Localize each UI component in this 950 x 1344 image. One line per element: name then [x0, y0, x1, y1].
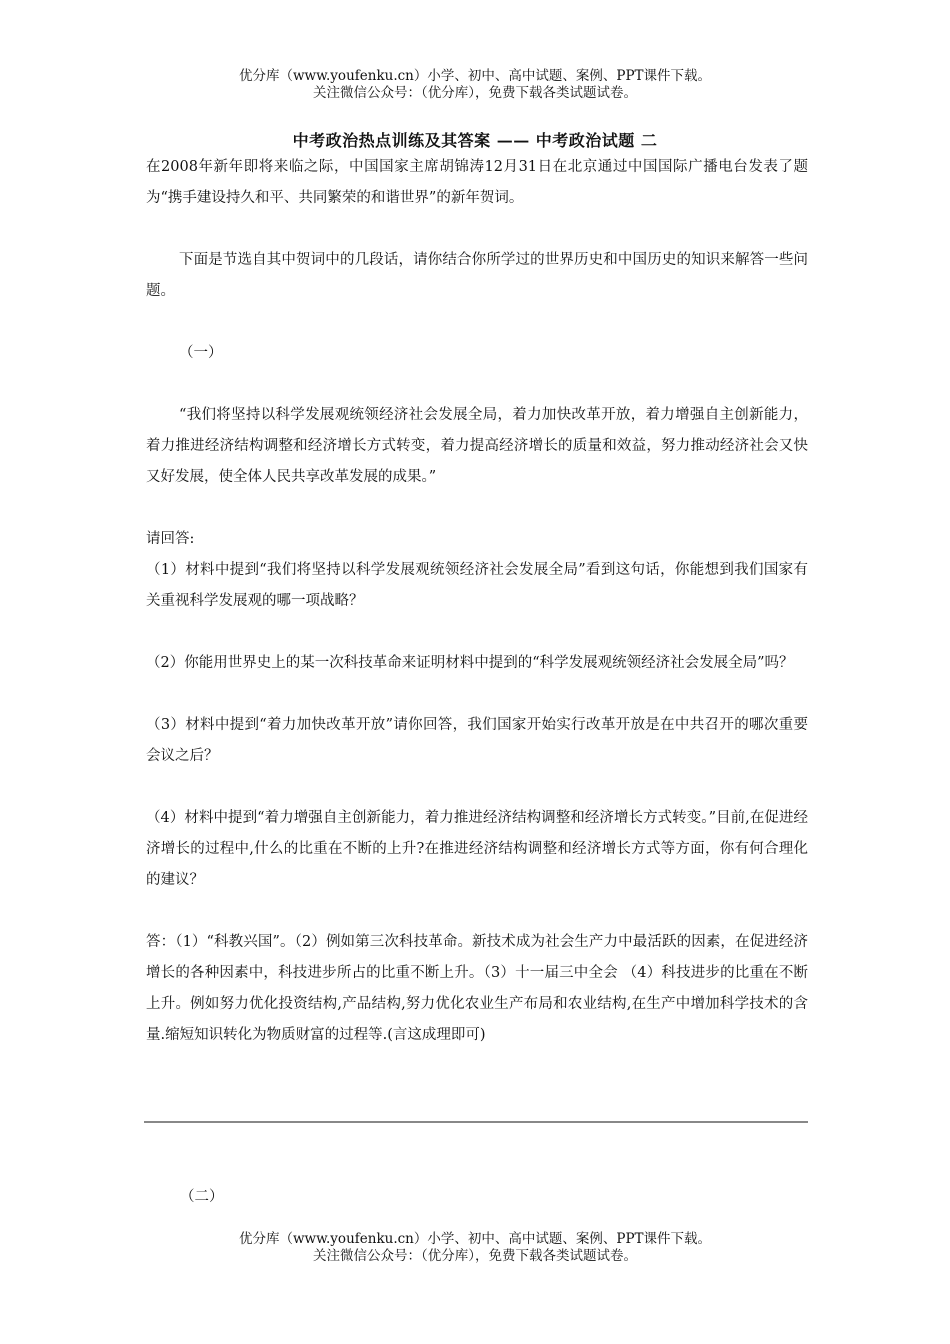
intro-paragraph: 在2008年新年即将来临之际，中国国家主席胡锦涛12月31日在北京通过中国国际广播电台发表了题为“携手建设持久和平、共同繁荣的和谐世界”的新年贺词。 [146, 159, 808, 206]
question-1: （1）材料中提到“我们将坚持以科学发展观统领经济社会发展全局”看到这句话，你能想到我们国家有关重视科学发展观的哪一项战略？ [146, 562, 808, 609]
answer-paragraph: 答：（1）“科教兴国”。（2）例如第三次科技革命。新技术成为社会生产力中最活跃的因素，在促进经济增长的各种因素中，科技进步所占的比重不断上升。（3）十一届三中全会 （4）科技进步的比重在不断上升。例如努力优化投资结构,产品结构,努力优化农业生产布局和农业结构,在生产中增加科学技术的含量.缩短知识转化为物质财富的过程等.(言这成理即可) [146, 934, 808, 1043]
horizontal-divider [144, 1121, 808, 1123]
document-title: 中考政治热点训练及其答案 —— 中考政治试题 二 [292, 131, 658, 150]
footer-line-2: 关注微信公众号：（优分库），免费下载各类试题试卷。 [313, 1248, 637, 1264]
question-3: （3）材料中提到“着力加快改革开放”请你回答，我们国家开始实行改革开放是在中共召开的哪次重要会议之后？ [146, 717, 808, 764]
answer-prompt: 请回答: [146, 531, 195, 547]
page-footer [0, 1231, 950, 1265]
document-body [146, 152, 808, 1051]
instruction-paragraph: 下面是节选自其中贺词中的几段话，请你结合你所学过的世界历史和中国历史的知识来解答一些问题。 [146, 252, 808, 299]
header-line-2: 关注微信公众号：（优分库），免费下载各类试题试卷。 [313, 85, 637, 101]
footer-line-1: 优分库（www.youfenku.cn）小学、初中、高中试题、案例、PPT课件下载。 [238, 1231, 712, 1247]
header-line-1: 优分库（www.youfenku.cn）小学、初中、高中试题、案例、PPT课件下载。 [238, 68, 712, 84]
quote-paragraph: “我们将坚持以科学发展观统领经济社会发展全局，着力加快改革开放，着力增强自主创新能力，着力推进经济结构调整和经济增长方式转变，着力提高经济增长的质量和效益，努力推动经济社会又快又好发展，使全体人民共享改革发展的成果。” [146, 407, 808, 485]
section-1-label: （一） [179, 345, 223, 361]
section-2-label: （二） [180, 1189, 224, 1205]
question-4: （4）材料中提到“着力增强自主创新能力，着力推进经济结构调整和经济增长方式转变。”目前,在促进经济增长的过程中,什么的比重在不断的上升?在推进经济结构调整和经济增长方式等方面，你有何合理化的建议？ [146, 810, 808, 888]
page-header [0, 68, 950, 102]
question-2: （2）你能用世界史上的某一次科技革命来证明材料中提到的“科学发展观统领经济社会发展全局”吗？ [146, 655, 794, 671]
